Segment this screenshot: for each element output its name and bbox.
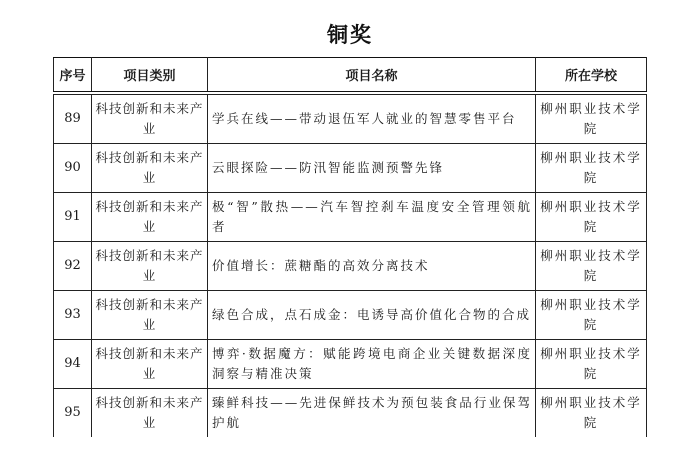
table-row (54, 144, 647, 193)
cell-name: 云眼探险——防汛智能监测预警先锋 (208, 144, 536, 193)
cell-no: 90 (54, 144, 92, 193)
cell-no: 89 (54, 95, 92, 144)
cell-no: 94 (54, 340, 92, 389)
cell-name: 价值增长：蔗糖酯的高效分离技术 (208, 242, 536, 291)
cell-school: 柳州职业技术学院 (536, 193, 647, 242)
cell-school: 柳州职业技术学院 (536, 144, 647, 193)
cell-category: 科技创新和未来产业 (92, 242, 208, 291)
cell-school: 柳州职业技术学院 (536, 291, 647, 340)
cell-name: 博弈·数据魔方：赋能跨境电商企业关键数据深度洞察与精准决策 (208, 340, 536, 389)
cell-no: 91 (54, 193, 92, 242)
column-header-school: 所在学校 (536, 58, 647, 92)
cell-school: 柳州职业技术学院 (536, 340, 647, 389)
cell-name: 臻鲜科技——先进保鲜技术为预包装食品行业保驾护航 (208, 389, 536, 438)
cell-name: 极“智”散热——汽车智控刹车温度安全管理领航者 (208, 193, 536, 242)
cell-category: 科技创新和未来产业 (92, 389, 208, 438)
cell-name: 学兵在线——带动退伍军人就业的智慧零售平台 (208, 95, 536, 144)
cell-no: 92 (54, 242, 92, 291)
page-title: 铜奖 (327, 23, 373, 47)
table-row (54, 193, 647, 242)
cell-no: 93 (54, 291, 92, 340)
cell-school: 柳州职业技术学院 (536, 95, 647, 144)
table-row (54, 95, 647, 144)
cell-no: 95 (54, 389, 92, 438)
table-row (54, 389, 647, 438)
table-header (53, 57, 647, 92)
column-header-category: 项目类别 (92, 58, 208, 92)
cell-school: 柳州职业技术学院 (536, 389, 647, 438)
cell-category: 科技创新和未来产业 (92, 340, 208, 389)
table-row (54, 340, 647, 389)
cell-category: 科技创新和未来产业 (92, 193, 208, 242)
column-header-name: 项目名称 (208, 58, 536, 92)
cell-name: 绿色合成，点石成金：电诱导高价值化合物的合成 (208, 291, 536, 340)
cell-category: 科技创新和未来产业 (92, 95, 208, 144)
cell-category: 科技创新和未来产业 (92, 144, 208, 193)
cell-school: 柳州职业技术学院 (536, 242, 647, 291)
column-header-no: 序号 (54, 58, 92, 92)
table-row (54, 242, 647, 291)
award-table (53, 94, 647, 437)
table-row (54, 291, 647, 340)
cell-category: 科技创新和未来产业 (92, 291, 208, 340)
